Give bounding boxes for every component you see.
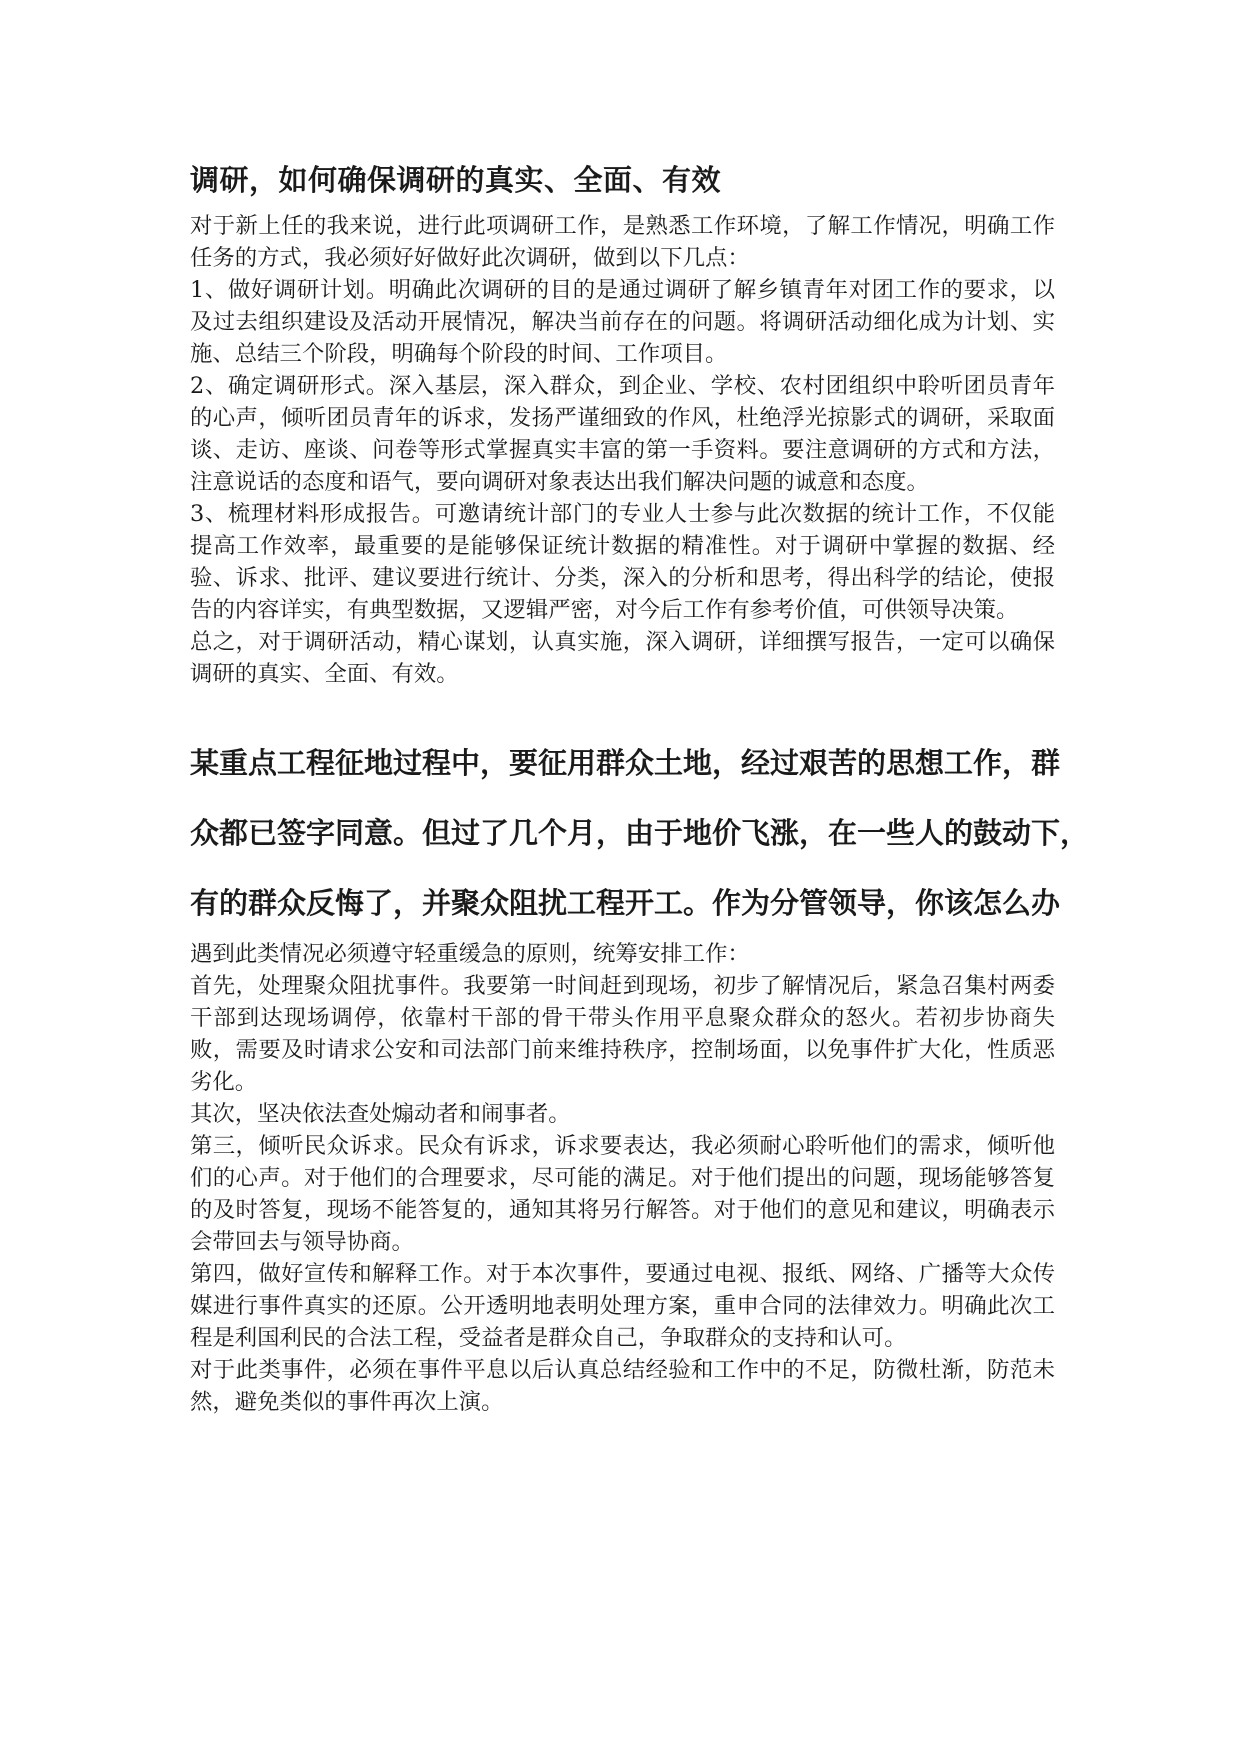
section1-paragraph: 总之，对于调研活动，精心谋划，认真实施，深入调研，详细撰写报告，一定可以确保调研的真实、全面、有效。	[190, 629, 1055, 687]
section1-body	[190, 210, 1055, 690]
section2-title-line: 有的群众反悔了，并聚众阻扰工程开工。作为分管领导，你该怎么办	[190, 886, 1061, 920]
section1-paragraph: 对于新上任的我来说，进行此项调研工作，是熟悉工作环境，了解工作情况，明确工作任务的方式，我必须好好做好此次调研，做到以下几点：	[190, 213, 1055, 271]
section2-title-line: 众都已签字同意。但过了几个月，由于地价飞涨，在一些人的鼓动下，	[190, 816, 1090, 850]
section-divider-space	[190, 690, 1055, 728]
document-page	[190, 160, 1090, 1418]
section1-title: 调研，如何确保调研的真实、全面、有效	[190, 163, 722, 197]
section2-title-line: 某重点工程征地过程中，要征用群众土地，经过艰苦的思想工作，群	[190, 746, 1061, 780]
section1-paragraph: 1、做好调研计划。明确此次调研的目的是通过调研了解乡镇青年对团工作的要求，以及过去组织建设及活动开展情况，解决当前存在的问题。将调研活动细化成为计划、实施、总结三个阶段，明确每个阶段的时间、工作项目。	[190, 277, 1055, 367]
section2-paragraph: 第四，做好宣传和解释工作。对于本次事件，要通过电视、报纸、网络、广播等大众传媒进行事件真实的还原。公开透明地表明处理方案，重申合同的法律效力。明确此次工程是利国利民的合法工程，受益者是群众自己，争取群众的支持和认可。	[190, 1261, 1055, 1351]
section2-paragraph: 对于此类事件，必须在事件平息以后认真总结经验和工作中的不足，防微杜渐，防范未然，避免类似的事件再次上演。	[190, 1357, 1055, 1415]
section2-title	[190, 728, 1090, 938]
section1-paragraph: 3、梳理材料形成报告。可邀请统计部门的专业人士参与此次数据的统计工作，不仅能提高工作效率，最重要的是能够保证统计数据的精准性。对于调研中掌握的数据、经验、诉求、批评、建议要进行统计、分类，深入的分析和思考，得出科学的结论，使报告的内容详实，有典型数据，又逻辑严密，对今后工作有参考价值，可供领导决策。	[190, 501, 1055, 623]
section2-paragraph: 首先，处理聚众阻扰事件。我要第一时间赶到现场，初步了解情况后，紧急召集村两委干部到达现场调停，依靠村干部的骨干带头作用平息聚众群众的怒火。若初步协商失败，需要及时请求公安和司法部门前来维持秩序，控制场面，以免事件扩大化，性质恶劣化。	[190, 973, 1055, 1095]
section2-paragraph: 第三，倾听民众诉求。民众有诉求，诉求要表达，我必须耐心聆听他们的需求，倾听他们的心声。对于他们的合理要求，尽可能的满足。对于他们提出的问题，现场能够答复的及时答复，现场不能答复的，通知其将另行解答。对于他们的意见和建议，明确表示会带回去与领导协商。	[190, 1133, 1055, 1255]
section1-paragraph: 2、确定调研形式。深入基层，深入群众，到企业、学校、农村团组织中聆听团员青年的心声，倾听团员青年的诉求，发扬严谨细致的作风，杜绝浮光掠影式的调研，采取面谈、走访、座谈、问卷等形式掌握真实丰富的第一手资料。要注意调研的方式和方法，注意说话的态度和语气，要向调研对象表达出我们解决问题的诚意和态度。	[190, 373, 1055, 495]
section2-paragraph: 遇到此类情况必须遵守轻重缓急的原则，统筹安排工作：	[190, 941, 750, 967]
section2-paragraph: 其次，坚决依法查处煽动者和闹事者。	[190, 1101, 571, 1127]
section2-body	[190, 938, 1055, 1418]
